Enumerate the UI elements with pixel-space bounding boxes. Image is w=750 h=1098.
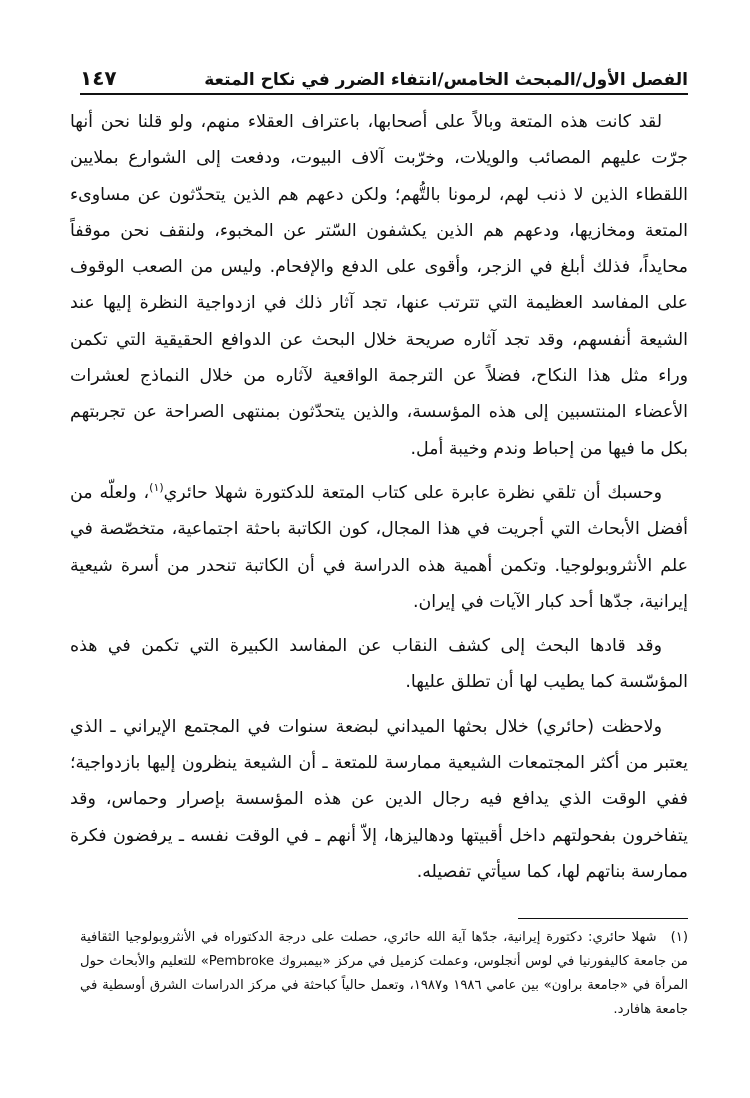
paragraph-text: ، ولعلّه من أفضل الأبحاث التي أجريت في هذا المجال، كون الكاتبة باحثة اجتماعية، متخصّصة في علم الأنثروبولوجيا. وتكمن أهمية هذه الدراسة في أن الكاتبة تنحدر من أسرة شيعية إيرانية، جدّها أحد كبار الآيات في إيران. [70, 482, 688, 612]
footnote-marker: (١) [670, 930, 688, 945]
paragraph [70, 475, 688, 620]
footnote [80, 926, 688, 1022]
paragraph: وقد قادها البحث إلى كشف النقاب عن المفاسد الكبيرة التي تكمن في هذه المؤسّسة كما يطيب لها أن تطلق عليها. [70, 636, 688, 693]
paragraph-text: وحسبك أن تلقي نظرة عابرة على كتاب المتعة للدكتورة شهلا حائري [163, 482, 662, 503]
footnote-reference[interactable]: (١) [149, 481, 164, 495]
paragraph: لقد كانت هذه المتعة وبالاً على أصحابها، باعتراف العقلاء منهم، ولو قلنا نحن أنها جرّت عليهم المصائب والويلات، وخرّبت آلاف البيوت، ودفعت إلى الشوارع بملايين اللقطاء الذين لا ذنب لهم، لرمونا بالتُّهم؛ ولكن دعهم هم الذين يتحدّثون عن مساوىء المتعة ومخازيها، ودعهم هم الذين يكشفون السّتر عن المخبوء، ولنقف نحن موقفاً محايداً، فذلك أبلغ في الزجر، وأقوى على الدفع والإفحام. وليس من الصعب الوقوف على المفاسد العظيمة التي تترتب عنها، تجد آثار ذلك في ازدواجية النظرة إليها عند الشيعة أنفسهم، وقد تجد آثاره صريحة خلال البحث عن الدوافع الحقيقية التي تكمن وراء مثل هذا النكاح، فضلاً عن الترجمة الواقعية لآثاره من خلال النماذج لعشرات الأعضاء المنتسبين إلى هذه المؤسسة، والذين يتحدّثون بمنتهى الصراحة عن تجربتهم بكل ما فيها من إحباط وندم وخيبة أمل. [70, 112, 688, 459]
page-number: ١٤٧ [80, 66, 117, 90]
main-text [70, 104, 688, 898]
paragraph: ولاحظت (حائري) خلال بحثها الميداني لبضعة سنوات في المجتمع الإيراني ـ الذي يعتبر من أكثر المجتمعات الشيعية ممارسة للمتعة ـ أن الشيعة ينظرون إليها بازدواجية؛ ففي الوقت الذي يدافع فيه رجال الدين عن هذه المؤسسة بإصرار وحماس، وقد يتفاخرون بفحولتهم داخل أقبيتها ودهاليزها، إلاّ أنهم ـ في الوقت نفسه ـ يرفضون فكرة ممارسة بناتهم لها، كما سيأتي تفصيله. [70, 716, 688, 882]
chapter-title: الفصل الأول/المبحث الخامس/انتفاء الضرر في نكاح المتعة [204, 70, 688, 90]
running-header [80, 58, 688, 90]
footnote-divider [518, 918, 688, 919]
header-divider [80, 93, 688, 95]
footnote-text: شهلا حائري: دكتورة إيرانية، جدّها آية الله حائري، حصلت على درجة الدكتوراه في الأنثروبولوجيا الثقافية من جامعة كاليفورنيا في لوس أنجلوس، وعملت كزميل في مركز «بيمبروك Pembroke» للتعليم والأبحاث حول المرأة في «جامعة براون» بين عامي ١٩٨٦ و١٩٨٧، وتعمل حالياً كباحثة في مركز الدراسات الشرق أوسطية في جامعة هافارد. [80, 930, 689, 1017]
